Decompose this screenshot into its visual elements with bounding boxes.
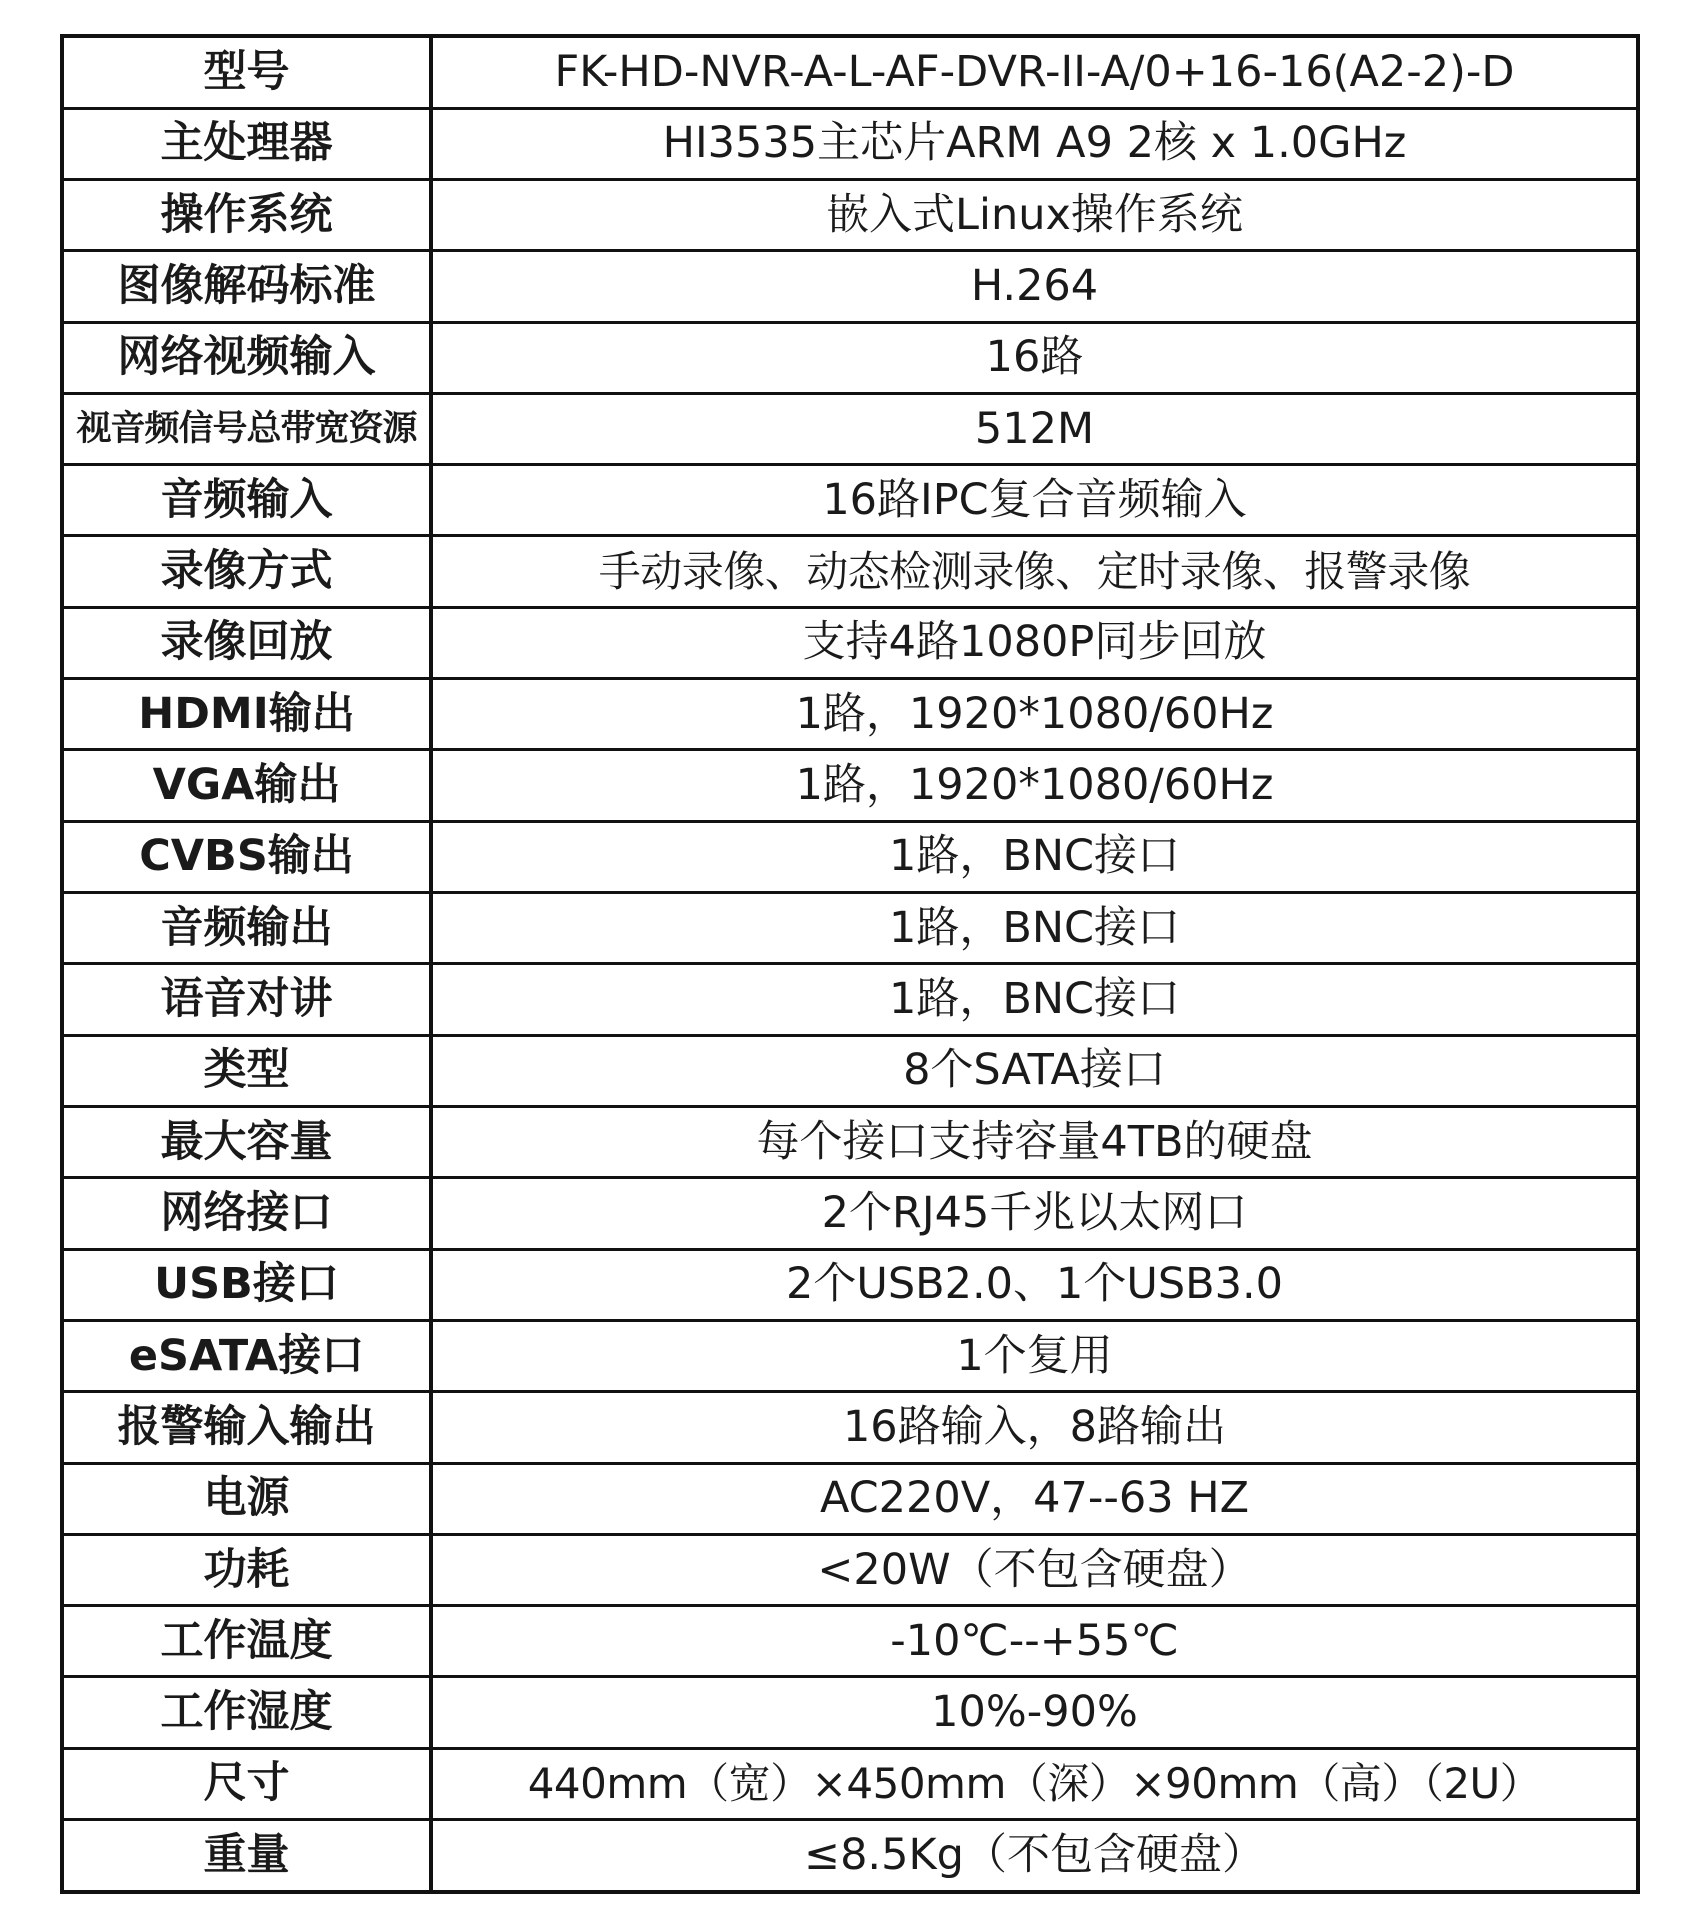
row-value: 支持4路1080P同步回放 <box>431 607 1638 678</box>
table-row <box>62 1035 1638 1106</box>
row-value: 2个RJ45千兆以太网口 <box>431 1178 1638 1249</box>
table-row <box>62 893 1638 964</box>
row-value: 手动录像、动态检测录像、定时录像、报警录像 <box>431 536 1638 607</box>
table-row <box>62 465 1638 536</box>
row-value: ≤8.5Kg（不包含硬盘） <box>431 1820 1638 1892</box>
row-value: 440mm（宽）×450mm（深）×90mm（高）（2U） <box>431 1748 1638 1819</box>
table-row <box>62 1106 1638 1177</box>
row-value: 8个SATA接口 <box>431 1035 1638 1106</box>
row-value: 16路输入，8路输出 <box>431 1392 1638 1463</box>
table-row <box>62 393 1638 464</box>
row-label: 工作温度 <box>62 1606 431 1677</box>
row-label: 网络接口 <box>62 1178 431 1249</box>
row-label: CVBS输出 <box>62 821 431 892</box>
row-label: 工作湿度 <box>62 1677 431 1748</box>
row-label: 电源 <box>62 1463 431 1534</box>
table-row <box>62 1820 1638 1892</box>
table-row <box>62 251 1638 322</box>
row-label: 视音频信号总带宽资源 <box>62 393 431 464</box>
row-value: 2个USB2.0、1个USB3.0 <box>431 1249 1638 1320</box>
row-value: 16路IPC复合音频输入 <box>431 465 1638 536</box>
row-value: HI3535主芯片ARM A9 2核 x 1.0GHz <box>431 108 1638 179</box>
table-row <box>62 36 1638 108</box>
table-row <box>62 607 1638 678</box>
row-value: 10%-90% <box>431 1677 1638 1748</box>
row-value: 1路，1920*1080/60Hz <box>431 679 1638 750</box>
table-row <box>62 679 1638 750</box>
row-label: 尺寸 <box>62 1748 431 1819</box>
table-row <box>62 1320 1638 1391</box>
spec-table <box>60 34 1640 1894</box>
table-row <box>62 108 1638 179</box>
row-value: 每个接口支持容量4TB的硬盘 <box>431 1106 1638 1177</box>
table-row <box>62 1677 1638 1748</box>
row-value: -10℃--+55℃ <box>431 1606 1638 1677</box>
row-value: FK-HD-NVR-A-L-AF-DVR-II-A/0+16-16(A2-2)-D <box>431 36 1638 108</box>
row-label: 录像回放 <box>62 607 431 678</box>
row-label: VGA输出 <box>62 750 431 821</box>
row-label: 操作系统 <box>62 179 431 250</box>
row-label: 网络视频输入 <box>62 322 431 393</box>
row-value: 16路 <box>431 322 1638 393</box>
row-value: 512M <box>431 393 1638 464</box>
row-label: 音频输出 <box>62 893 431 964</box>
table-row <box>62 1392 1638 1463</box>
row-label: 录像方式 <box>62 536 431 607</box>
row-label: 功耗 <box>62 1534 431 1605</box>
table-row <box>62 179 1638 250</box>
row-value: <20W（不包含硬盘） <box>431 1534 1638 1605</box>
row-value: 嵌入式Linux操作系统 <box>431 179 1638 250</box>
row-label: 最大容量 <box>62 1106 431 1177</box>
row-value: H.264 <box>431 251 1638 322</box>
table-row <box>62 322 1638 393</box>
row-label: 语音对讲 <box>62 964 431 1035</box>
row-label: 图像解码标准 <box>62 251 431 322</box>
row-label: eSATA接口 <box>62 1320 431 1391</box>
row-value: AC220V，47--63 HZ <box>431 1463 1638 1534</box>
table-row <box>62 1534 1638 1605</box>
table-row <box>62 821 1638 892</box>
table-row <box>62 964 1638 1035</box>
row-value: 1路，BNC接口 <box>431 964 1638 1035</box>
table-row <box>62 750 1638 821</box>
table-row <box>62 1178 1638 1249</box>
row-label: 报警输入输出 <box>62 1392 431 1463</box>
row-label: 型号 <box>62 36 431 108</box>
row-label: USB接口 <box>62 1249 431 1320</box>
row-label: 音频输入 <box>62 465 431 536</box>
row-label: 重量 <box>62 1820 431 1892</box>
row-label: 主处理器 <box>62 108 431 179</box>
row-value: 1路，BNC接口 <box>431 821 1638 892</box>
table-row <box>62 1249 1638 1320</box>
row-value: 1个复用 <box>431 1320 1638 1391</box>
table-row <box>62 1463 1638 1534</box>
row-value: 1路，BNC接口 <box>431 893 1638 964</box>
table-row <box>62 1606 1638 1677</box>
table-row <box>62 536 1638 607</box>
row-label: 类型 <box>62 1035 431 1106</box>
row-label: HDMI输出 <box>62 679 431 750</box>
row-value: 1路，1920*1080/60Hz <box>431 750 1638 821</box>
table-row <box>62 1748 1638 1819</box>
